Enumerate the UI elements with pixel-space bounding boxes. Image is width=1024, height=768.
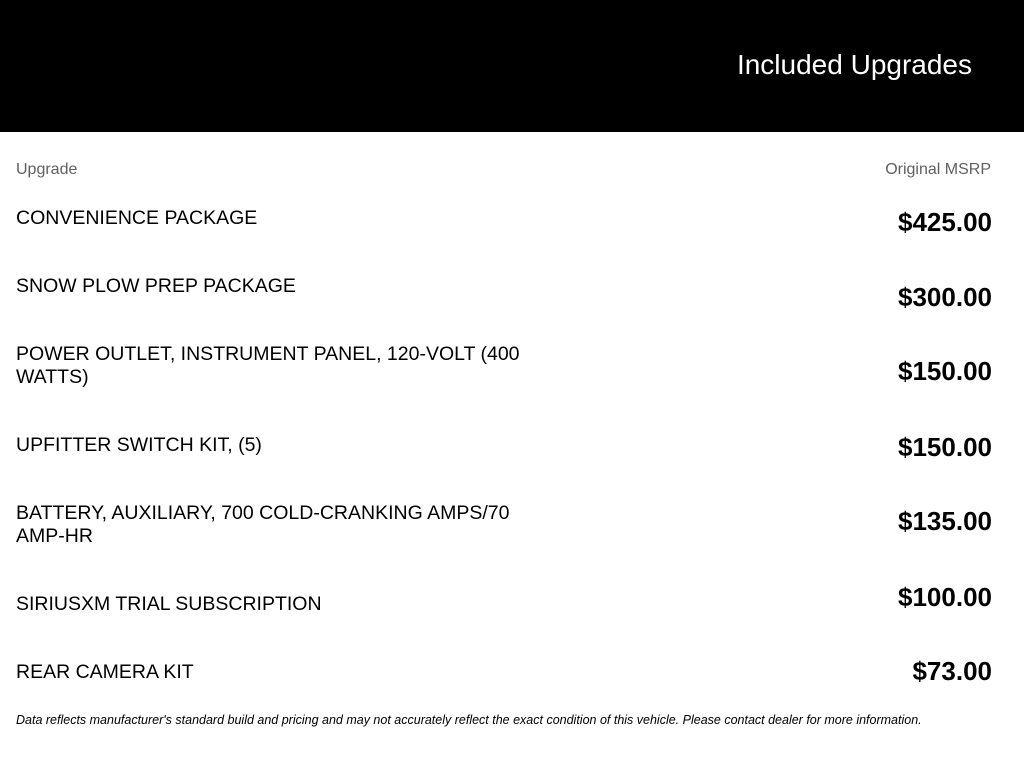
upgrade-price: $135.00 — [898, 506, 992, 536]
page-title: Included Upgrades — [736, 49, 972, 80]
upgrade-name: BATTERY, AUXILIARY, 700 COLD-CRANKING AMPS/70 AMP-HR — [16, 502, 510, 547]
upgrade-price: $100.00 — [898, 582, 992, 612]
upgrade-name: REAR CAMERA KIT — [16, 661, 194, 683]
upgrade-name: SIRIUSXM TRIAL SUBSCRIPTION — [16, 593, 322, 615]
upgrade-price: $150.00 — [898, 432, 992, 462]
upgrade-price: $73.00 — [912, 656, 992, 686]
upgrade-name: UPFITTER SWITCH KIT, (5) — [16, 434, 262, 456]
upgrade-price: $300.00 — [898, 282, 992, 312]
upgrade-name: POWER OUTLET, INSTRUMENT PANEL, 120-VOLT (400 WATTS) — [16, 343, 520, 388]
upgrade-price: $150.00 — [898, 356, 992, 386]
column-header-msrp: Original MSRP — [885, 161, 991, 178]
upgrade-price: $425.00 — [898, 207, 992, 237]
upgrade-name: CONVENIENCE PACKAGE — [16, 207, 258, 229]
upgrade-name: SNOW PLOW PREP PACKAGE — [16, 275, 296, 297]
disclaimer-text: Data reflects manufacturer's standard build and pricing and may not accurately reflect the exact condition of this vehicle. Please contact dealer for more information. — [16, 713, 922, 727]
header-banner — [0, 0, 1024, 132]
column-header-upgrade: Upgrade — [16, 161, 78, 178]
